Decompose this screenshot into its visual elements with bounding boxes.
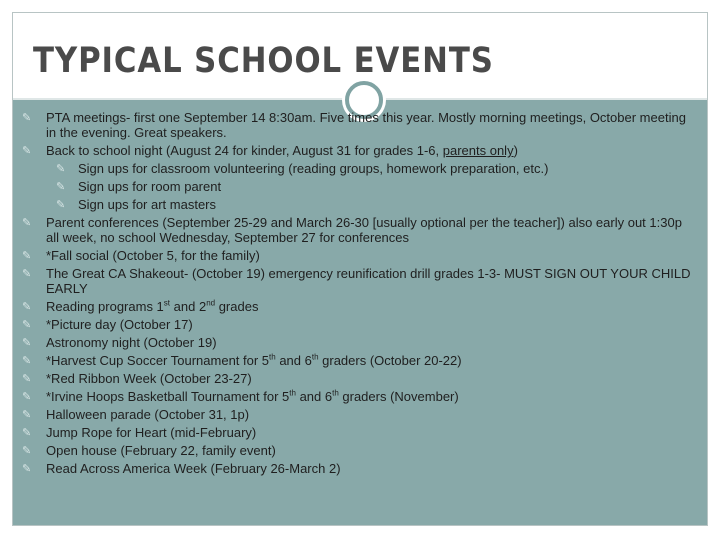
pencil-bullet-icon: ✎ <box>22 355 32 367</box>
list-item: ✎ Reading programs 1st and 2nd grades <box>22 298 259 314</box>
list-item: ✎ *Red Ribbon Week (October 23-27) <box>22 371 252 386</box>
sub-list-item: ✎ Sign ups for room parent <box>56 179 222 194</box>
list-item: ✎ *Picture day (October 17) <box>22 317 193 332</box>
pencil-bullet-icon: ✎ <box>22 445 32 457</box>
sub-list-item: ✎ Sign ups for art masters <box>56 197 216 212</box>
list-item: ✎ Parent conferences (September 25-29 and March 26-30 [usually optional per the teacher]) also early out 1:30p all week, no school Wednesday, September 27 for conferences <box>22 215 682 245</box>
pencil-bullet-icon: ✎ <box>22 145 32 157</box>
list-item: ✎ *Harvest Cup Soccer Tournament for 5th and 6th graders (October 20-22) <box>22 352 462 368</box>
slide-title: TYPICAL SCHOOL EVENTS <box>33 41 494 81</box>
list-item: ✎ Back to school night (August 24 for kinder, August 31 for grades 1-6, parents only) <box>22 143 518 158</box>
event-list <box>22 110 692 479</box>
list-item: ✎ Read Across America Week (February 26-March 2) <box>22 461 341 476</box>
list-item: ✎ Astronomy night (October 19) <box>22 335 217 350</box>
pencil-bullet-icon: ✎ <box>22 319 32 331</box>
list-item: ✎ PTA meetings- first one September 14 8:30am. Five times this year. Mostly morning meetings, October meeting in the evening. Great speakers. <box>22 110 686 140</box>
pencil-bullet-icon: ✎ <box>22 337 32 349</box>
pencil-bullet-icon: ✎ <box>56 163 66 175</box>
list-item: ✎ The Great CA Shakeout- (October 19) emergency reunification drill grades 1-3- MUST SIGN OUT YOUR CHILD EARLY <box>22 266 691 296</box>
pencil-bullet-icon: ✎ <box>22 409 32 421</box>
list-item: ✎ Open house (February 22, family event) <box>22 443 276 458</box>
list-item: ✎ *Fall social (October 5, for the family) <box>22 248 260 263</box>
pencil-bullet-icon: ✎ <box>56 181 66 193</box>
pencil-bullet-icon: ✎ <box>22 250 32 262</box>
pencil-bullet-icon: ✎ <box>22 463 32 475</box>
pencil-bullet-icon: ✎ <box>22 217 32 229</box>
list-item: ✎ *Irvine Hoops Basketball Tournament for 5th and 6th graders (November) <box>22 388 459 404</box>
pencil-bullet-icon: ✎ <box>22 268 32 280</box>
list-item: ✎ Jump Rope for Heart (mid-February) <box>22 425 257 440</box>
sub-list-item: ✎ Sign ups for classroom volunteering (reading groups, homework preparation, etc.) <box>56 161 549 176</box>
pencil-bullet-icon: ✎ <box>56 199 66 211</box>
pencil-bullet-icon: ✎ <box>22 427 32 439</box>
list-item: ✎ Halloween parade (October 31, 1p) <box>22 407 250 422</box>
pencil-bullet-icon: ✎ <box>22 301 32 313</box>
pencil-bullet-icon: ✎ <box>22 391 32 403</box>
pencil-bullet-icon: ✎ <box>22 112 32 124</box>
pencil-bullet-icon: ✎ <box>22 373 32 385</box>
